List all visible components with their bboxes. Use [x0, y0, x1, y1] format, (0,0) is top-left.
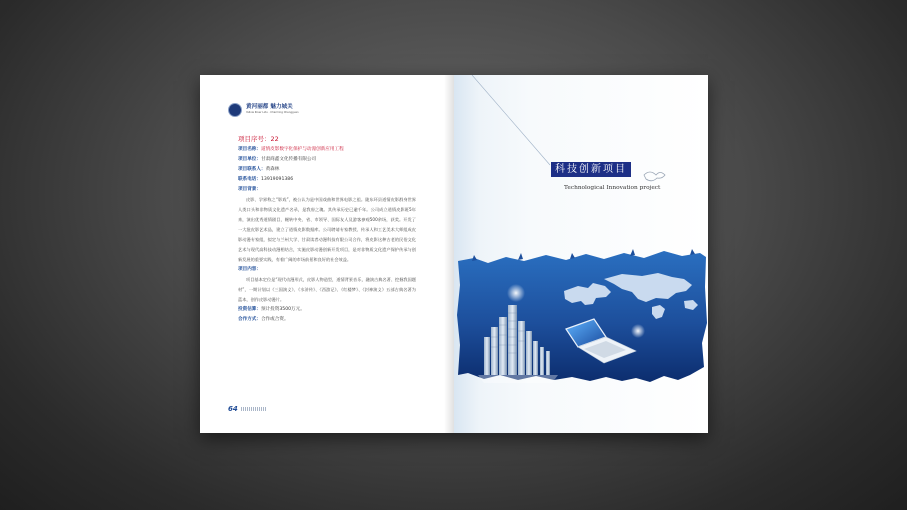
brochure-spread: [200, 75, 708, 433]
field-project-name: 项目名称：道情皮影数字化保护与动漫创新应用工程: [238, 147, 344, 152]
brand-logo: [228, 103, 299, 117]
logo-slogan: 黄河丽都 魅力城关: [246, 104, 293, 111]
light-glow: [631, 324, 645, 338]
logo-slogan-en: Yellow River Lidu · Charming Chengguan: [246, 111, 299, 114]
project-serial: 项目序号：22: [238, 135, 279, 143]
serial-value: 22: [270, 135, 279, 143]
water-reflection: [478, 375, 558, 383]
content-paragraph: 项目基本定位是“现代动漫形式，皮影人物造型，道情背景音乐，融演古典名著、挖掘我国题材”，一期计划以《三国演义》、《水浒传》、《西游记》、《红楼梦》、《封神演义》五部古典名著为蓝本，创作皮影动漫片。: [238, 277, 416, 302]
field-phone: 联系电话：13919091386: [238, 177, 294, 182]
background-paragraph: 皮影、学界称之“影戏”，被公认为是中国戏曲和世界电影之祖。陇东环县道情皮影群身世界人类口头和非物质文化遗产名录，是我府之瑰。其传承历史已逾千年。公司成立道情皮影班5年来，演出优秀道情剧目，辗转中央、省、市领导、国际友人及游客参观500余场，获奖。开发了一大批皮影艺术品，建立了道情皮影数据库。公司聘请专家教授、传承人和工艺美术大师组成皮影动漫专家组，拟定与兰州大学、甘肃读者动漫科技有限公司合作，将皮影这种古老的民俗文化艺术与现代高科技动漫相结合，实施皮影动漫创新开发项目，是对非物质文化遗产保护传承与创新发展的重要实践，有着广阔的市场前景和良好的社会效益。: [238, 197, 416, 262]
section-title-en: Technological Innovation project: [564, 185, 661, 191]
field-cooperation: 合作方式：合作或合资。: [238, 317, 289, 322]
project-details: [238, 133, 416, 325]
field-contact-person: 项目联系人：黄森林: [238, 167, 280, 172]
field-project-unit: 项目单位：甘肃商鑫文化传播有限公司: [238, 157, 317, 162]
cloud-swirl-icon: [644, 172, 665, 181]
background-heading: 项目背景：: [238, 187, 261, 192]
content-heading: 项目内容：: [238, 267, 261, 272]
cover-artwork: [454, 75, 708, 433]
section-title: 科技创新项目: [551, 162, 631, 177]
page-number: 64: [228, 405, 267, 413]
right-page: [454, 75, 708, 433]
decorative-line: [472, 75, 550, 165]
left-page: [200, 75, 454, 433]
light-glow: [507, 284, 525, 302]
field-investment: 投资估算：预计投资3500万元。: [238, 307, 305, 312]
seal-icon: [228, 103, 242, 117]
page-number-bar: [241, 407, 267, 411]
